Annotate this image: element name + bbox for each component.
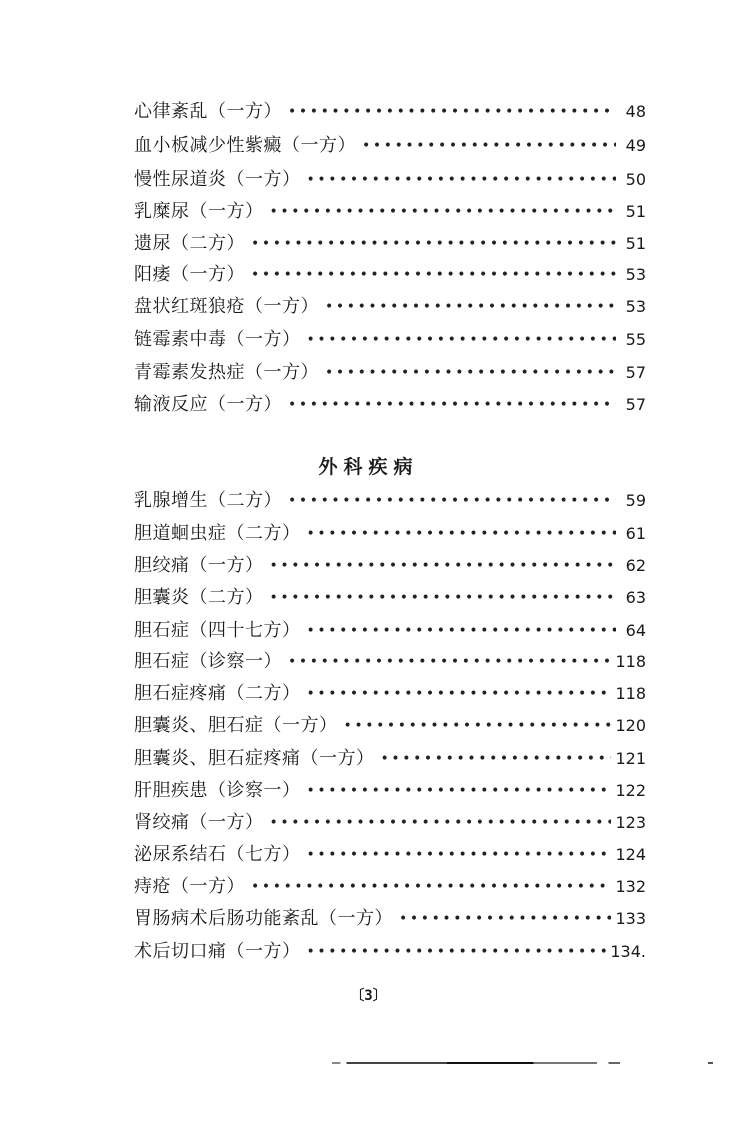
toc-entry[interactable] bbox=[134, 168, 646, 192]
dot-leader bbox=[307, 682, 612, 706]
dot-leader bbox=[307, 940, 607, 964]
toc-entry-title: 链霉素中毒（一方） bbox=[134, 329, 301, 350]
toc-entry-title: 输液反应（一方） bbox=[134, 394, 282, 415]
toc-entry[interactable] bbox=[134, 907, 646, 931]
page-number: 〔3〕 bbox=[350, 988, 387, 1004]
toc-entry-title: 青霉素发热症（一方） bbox=[134, 362, 319, 383]
toc-entry-page: 61 bbox=[625, 524, 646, 543]
dot-leader bbox=[381, 747, 612, 771]
toc-entry-page: 120 bbox=[615, 716, 646, 735]
toc-entry-page: 57 bbox=[625, 363, 646, 382]
section-heading: 外科疾病 bbox=[318, 456, 419, 478]
toc-entry-title: 遗尿（二方） bbox=[134, 233, 245, 254]
toc-entry-title: 盘状红斑狼疮（一方） bbox=[134, 296, 319, 317]
dot-leader bbox=[270, 200, 617, 224]
toc-entry-title: 胆囊炎、胆石症疼痛（一方） bbox=[134, 748, 375, 769]
toc-entry[interactable] bbox=[134, 489, 646, 513]
toc-entry[interactable] bbox=[134, 328, 646, 352]
toc-entry-page: 51 bbox=[625, 234, 646, 253]
toc-entry[interactable] bbox=[134, 100, 646, 124]
toc-entry-title: 胆绞痛（一方） bbox=[134, 555, 264, 576]
toc-entry-title: 胆石症（诊察一） bbox=[134, 651, 282, 672]
dot-leader bbox=[307, 619, 617, 643]
toc-entry[interactable] bbox=[134, 650, 646, 674]
toc-entry-page: 63 bbox=[625, 588, 646, 607]
toc-entry[interactable] bbox=[134, 554, 646, 578]
toc-entry-title: 泌尿系结石（七方） bbox=[134, 844, 301, 865]
dot-leader bbox=[344, 714, 612, 738]
toc-entry-title: 血小板减少性紫癜（一方） bbox=[134, 135, 356, 156]
dot-leader bbox=[325, 361, 616, 385]
toc-entry[interactable] bbox=[134, 811, 646, 835]
dot-leader bbox=[399, 907, 611, 931]
toc-entry-title: 阳痿（一方） bbox=[134, 264, 245, 285]
toc-entry-title: 术后切口痛（一方） bbox=[134, 941, 301, 962]
toc-entry[interactable] bbox=[134, 134, 646, 158]
dot-leader bbox=[251, 875, 611, 899]
toc-entry[interactable] bbox=[134, 586, 646, 610]
toc-entry-page: 49 bbox=[625, 136, 646, 155]
toc-entry[interactable] bbox=[134, 232, 646, 256]
dot-leader bbox=[307, 522, 617, 546]
toc-entry-title: 痔疮（一方） bbox=[134, 876, 245, 897]
toc-entry-title: 胆囊炎、胆石症（一方） bbox=[134, 715, 338, 736]
toc-entry-page: 133 bbox=[615, 909, 646, 928]
toc-entry[interactable] bbox=[134, 682, 646, 706]
toc-entry[interactable] bbox=[134, 361, 646, 385]
dot-leader bbox=[288, 650, 611, 674]
toc-entry[interactable] bbox=[134, 295, 646, 319]
toc-entry-title: 胆囊炎（二方） bbox=[134, 587, 264, 608]
toc-entry-title: 胆道蛔虫症（二方） bbox=[134, 523, 301, 544]
dot-leader bbox=[325, 295, 616, 319]
dot-leader bbox=[288, 393, 616, 417]
toc-entry-page: 121 bbox=[615, 749, 646, 768]
toc-entry-page: 51 bbox=[625, 202, 646, 221]
toc-entry-title: 乳腺增生（二方） bbox=[134, 490, 282, 511]
toc-entry[interactable] bbox=[134, 200, 646, 224]
toc-entry-title: 肾绞痛（一方） bbox=[134, 812, 264, 833]
toc-entry-page: 64 bbox=[625, 621, 646, 640]
toc-entry-page: 132 bbox=[615, 877, 646, 896]
toc-entry[interactable] bbox=[134, 940, 646, 964]
toc-entry-page: 55 bbox=[625, 330, 646, 349]
dot-leader bbox=[307, 779, 612, 803]
dot-leader bbox=[288, 489, 616, 513]
scan-artifact-mark bbox=[708, 1062, 713, 1064]
toc-entry-page: 57 bbox=[625, 395, 646, 414]
toc-entry[interactable] bbox=[134, 843, 646, 867]
toc-entry[interactable] bbox=[134, 263, 646, 287]
dot-leader bbox=[270, 554, 617, 578]
toc-entry-title: 胆石症（四十七方） bbox=[134, 620, 301, 641]
toc-entry-page: 48 bbox=[625, 102, 646, 121]
toc-entry-title: 胃肠病术后肠功能紊乱（一方） bbox=[134, 908, 393, 929]
toc-entry[interactable] bbox=[134, 714, 646, 738]
toc-entry[interactable] bbox=[134, 875, 646, 899]
dot-leader bbox=[362, 134, 616, 158]
dot-leader bbox=[288, 100, 616, 124]
toc-entry-page: 124 bbox=[615, 845, 646, 864]
toc-entry-page: 62 bbox=[625, 556, 646, 575]
toc-entry[interactable] bbox=[134, 619, 646, 643]
dot-leader bbox=[270, 586, 617, 610]
toc-entry[interactable] bbox=[134, 393, 646, 417]
dot-leader bbox=[251, 232, 616, 256]
toc-entry-title: 肝胆疾患（诊察一） bbox=[134, 780, 301, 801]
toc-entry-title: 胆石症疼痛（二方） bbox=[134, 683, 301, 704]
toc-entry-page: 123 bbox=[615, 813, 646, 832]
toc-entry-page: 53 bbox=[625, 297, 646, 316]
toc-entry-page: 134. bbox=[610, 942, 646, 961]
dot-leader bbox=[251, 263, 616, 287]
toc-entry-page: 53 bbox=[625, 265, 646, 284]
toc-entry-title: 心律紊乱（一方） bbox=[134, 101, 282, 122]
dot-leader bbox=[307, 843, 612, 867]
toc-entry-page: 118 bbox=[615, 652, 646, 671]
toc-entry-title: 乳糜尿（一方） bbox=[134, 201, 264, 222]
dot-leader bbox=[307, 168, 617, 192]
toc-entry[interactable] bbox=[134, 522, 646, 546]
toc-entry-page: 122 bbox=[615, 781, 646, 800]
dot-leader bbox=[307, 328, 617, 352]
toc-entry[interactable] bbox=[134, 747, 646, 771]
toc-entry[interactable] bbox=[134, 779, 646, 803]
toc-entry-page: 50 bbox=[625, 170, 646, 189]
scan-artifact-line bbox=[332, 1062, 620, 1064]
toc-entry-title: 慢性尿道炎（一方） bbox=[134, 169, 301, 190]
toc-entry-page: 118 bbox=[615, 684, 646, 703]
toc-entry-page: 59 bbox=[625, 491, 646, 510]
dot-leader bbox=[270, 811, 612, 835]
